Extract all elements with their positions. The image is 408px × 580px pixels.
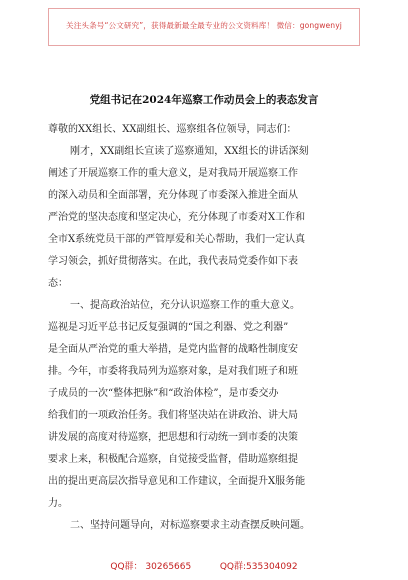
body-line: 全市X系统党员干部的严管厚爱和关心帮助，我们一定认真 <box>48 234 306 245</box>
footer-qq-group-1: QQ群： 30265665 <box>110 562 192 572</box>
document-title: 党组书记在2024年巡察工作动员会上的表态发言 <box>89 94 319 106</box>
body-line: 学习领会，抓好贯彻落实。在此，我代表局党委作如下表 <box>48 256 298 267</box>
promo-banner <box>48 8 360 46</box>
body-line: 力。 <box>48 498 68 509</box>
body-line: 讲发展的高度对待巡察，把思想和行动统一到市委的决策 <box>48 432 298 443</box>
body-line: 是全面从严治党的重大举措，是党内监督的战略性制度安 <box>48 344 298 355</box>
body-line: 严治党的坚决态度和坚定决心，充分体现了市委对X工作和 <box>48 212 306 223</box>
section-heading: 二、坚持问题导向，对标巡察要求主动查摆反映问题。 <box>70 520 310 531</box>
footer-contacts <box>0 559 408 572</box>
body-line: 排。今年，市委将我局列为巡察对象，是对我们班子和班 <box>48 366 298 377</box>
body-line: 出的提出更高层次指导意见和工作建议，全面提升X服务能 <box>48 476 306 487</box>
body-line: 阐述了开展巡察工作的重大意义，是对我局开展巡察工作 <box>48 168 298 179</box>
footer-qq-group-2: QQ群:535304092 <box>219 562 298 572</box>
salutation-line: 尊敬的XX组长、XX副组长、巡察组各位领导，同志们： <box>48 124 297 135</box>
body-line: 的深入动员和全面部署，充分体现了市委深入推进全面从 <box>48 190 298 201</box>
section-heading: 一、提高政治站位，充分认识巡察工作的重大意义。 <box>70 300 300 311</box>
body-line: 刚才，XX副组长宣读了巡察通知，XX组长的讲话深刻 <box>70 146 309 157</box>
body-line: 要求上来，积极配合巡察，自觉接受监督，借助巡察组提 <box>48 454 298 465</box>
body-line: 巡视是习近平总书记反复强调的“国之利器、党之利器” <box>48 322 289 333</box>
body-line: 给我们的一项政治任务。我们将坚决站在讲政治、讲大局 <box>48 410 298 421</box>
body-line: 态： <box>48 278 68 289</box>
promo-banner-text: 关注头条号“公文研究”，获得最新最全最专业的公文资料库！ 微信：gongwenyj <box>66 21 342 30</box>
body-line: 子成员的一次“整体把脉”和“政治体检”，是市委交办 <box>48 388 279 399</box>
